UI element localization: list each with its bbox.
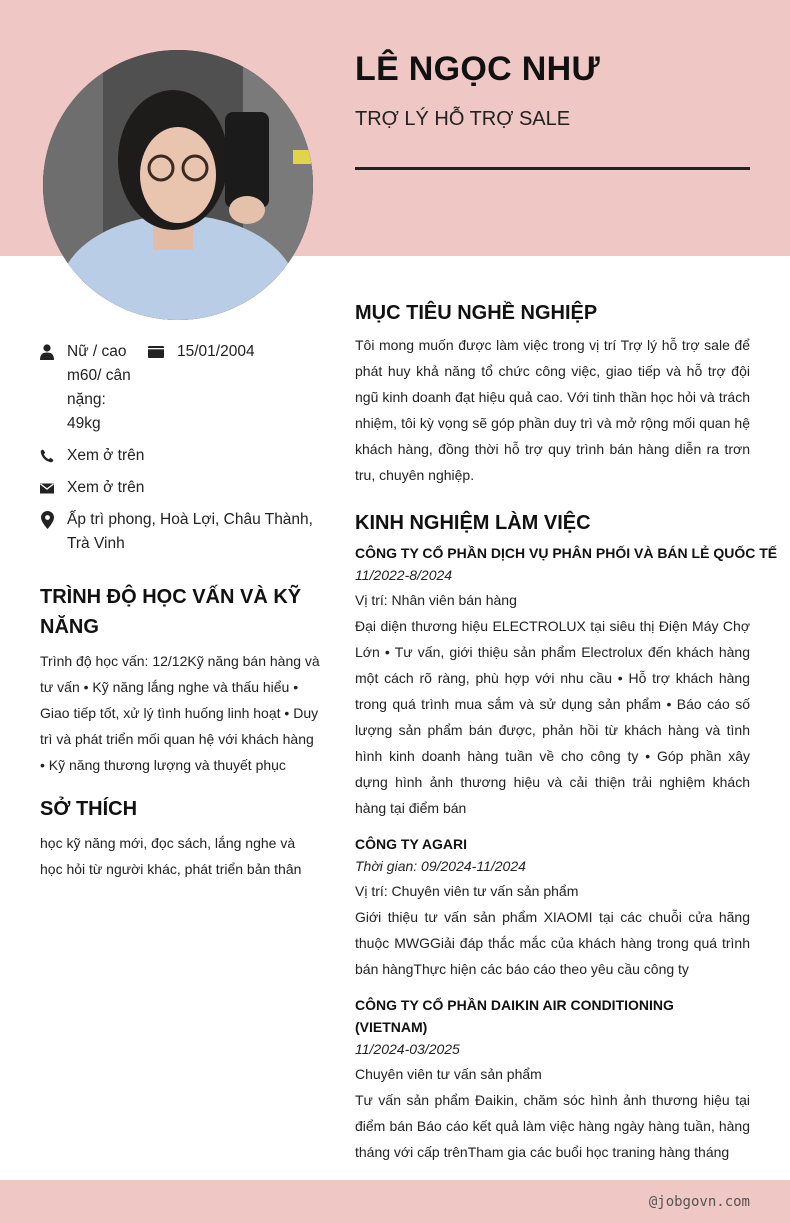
job-position: Vị trí: Nhân viên bán hàng xyxy=(355,592,517,608)
job-dates: 11/2022-8/2024 xyxy=(355,567,453,583)
address-row xyxy=(40,508,320,556)
candidate-name: LÊ NGỌC NHƯ xyxy=(355,50,600,88)
hobbies-title: SỞ THÍCH xyxy=(40,798,138,820)
experience-title: KINH NGHIỆM LÀM VIỆC xyxy=(355,512,591,534)
job-position: Vị trí: Chuyên viên tư vấn sản phẩm xyxy=(355,883,579,899)
job-description: Đại diện thương hiệu ELECTROLUX tại siêu thị Điện Máy Chợ Lớn • Tư vấn, giới thiệu sản phẩm Electrolux đến khách hàng một cách rõ ràng, phù hợp với nhu cầu • Hỗ trợ khách hàng trong quá trình mua sắm và sử dụng sản phẩm • Báo cáo số lượng sản phẩm bán được, phản hồi từ khách hàng và tình hình kinh doanh hàng tuần về cho công ty • Góp phần xây dựng hình ảnh thương hiệu và cải thiện trải nghiệm khách hàng tại điểm bán xyxy=(355,618,750,816)
header-divider xyxy=(355,167,750,170)
objective-section xyxy=(355,300,750,488)
email-value: Xem ở trên xyxy=(67,479,145,496)
job-title: TRỢ LÝ HỖ TRỢ SALE xyxy=(355,108,571,130)
job-entry xyxy=(355,542,778,821)
job-dates: 11/2024-03/2025 xyxy=(355,1041,460,1057)
job-description: Tư vấn sản phẩm Đaikin, chăm sóc hình ảnh thương hiệu tại điểm bán Báo cáo kết quả làm việc hàng ngày hàng tuần, hàng tháng với cấp trênTham gia các buổi học traning hàng tháng xyxy=(355,1092,750,1160)
phone-icon xyxy=(40,444,54,468)
personal-row-1 xyxy=(40,340,320,436)
objective-title: MỤC TIÊU NGHỀ NGHIỆP xyxy=(355,302,598,324)
hobbies-section xyxy=(40,794,320,882)
company-name: CÔNG TY CỔ PHẦN DỊCH VỤ PHÂN PHỐI VÀ BÁN LẺ QUỐC TẾ xyxy=(355,545,778,561)
address-value: Ấp trì phong, Hoà Lợi, Châu Thành, Trà Vinh xyxy=(67,511,313,552)
left-column xyxy=(40,340,320,882)
envelope-icon xyxy=(40,476,54,500)
phone-value: Xem ở trên xyxy=(67,447,145,464)
education-title: TRÌNH ĐỘ HỌC VẤN VÀ KỸ NĂNG xyxy=(40,586,302,638)
objective-text: Tôi mong muốn được làm việc trong vị trí Trợ lý hỗ trợ sale để phát huy khả năng tổ chức công việc, giao tiếp và hỗ trợ đội ngũ kinh doanh đạt hiệu quả cao. Với tinh thần học hỏi và trách nhiệm, tôi kỳ vọng sẽ góp phần duy trì và mở rộng mối quan hệ khách hàng, đồng thời hỗ trợ quy trình bán hàng diễn ra trơn tru, chuyên nghiệp. xyxy=(355,337,750,483)
education-text: Trình độ học vấn: 12/12Kỹ năng bán hàng và tư vấn • Kỹ năng lắng nghe và thấu hiểu • Giao tiếp tốt, xử lý tình huống linh hoạt • Duy trì và phát triển mối quan hệ với khách hàng • Kỹ năng thương lượng và thuyết phục xyxy=(40,653,320,773)
person-icon xyxy=(40,340,54,364)
email-row xyxy=(40,476,320,500)
job-description: Giới thiệu tư vấn sản phẩm XIAOMI tại các chuỗi cửa hãng thuộc MWGGiải đáp thắc mắc của khách hàng trong quá trình bán hàngThực hiện các báo cáo theo yêu cầu công ty xyxy=(355,909,750,977)
hobbies-text: học kỹ năng mới, đọc sách, lắng nghe và học hỏi từ người khác, phát triển bản thân xyxy=(40,835,302,877)
job-entry xyxy=(355,833,750,982)
job-dates: Thời gian: 09/2024-11/2024 xyxy=(355,858,526,874)
company-name: CÔNG TY AGARI xyxy=(355,836,468,852)
company-name: CÔNG TY CỔ PHẦN DAIKIN AIR CONDITIONING (VIETNAM) xyxy=(355,997,674,1035)
gender-height-weight: Nữ / cao m60/ cân nặng: 49kg xyxy=(67,343,131,432)
profile-photo xyxy=(43,50,313,320)
date-of-birth: 15/01/2004 xyxy=(177,343,255,360)
experience-section xyxy=(355,510,778,1165)
map-pin-icon xyxy=(40,508,54,532)
job-position: Chuyên viên tư vấn sản phẩm xyxy=(355,1066,542,1082)
phone-row xyxy=(40,444,320,468)
education-section xyxy=(40,582,320,778)
calendar-icon xyxy=(148,340,164,364)
job-entry xyxy=(355,994,750,1165)
footer-credit[interactable]: @jobgovn.com xyxy=(648,1194,750,1210)
